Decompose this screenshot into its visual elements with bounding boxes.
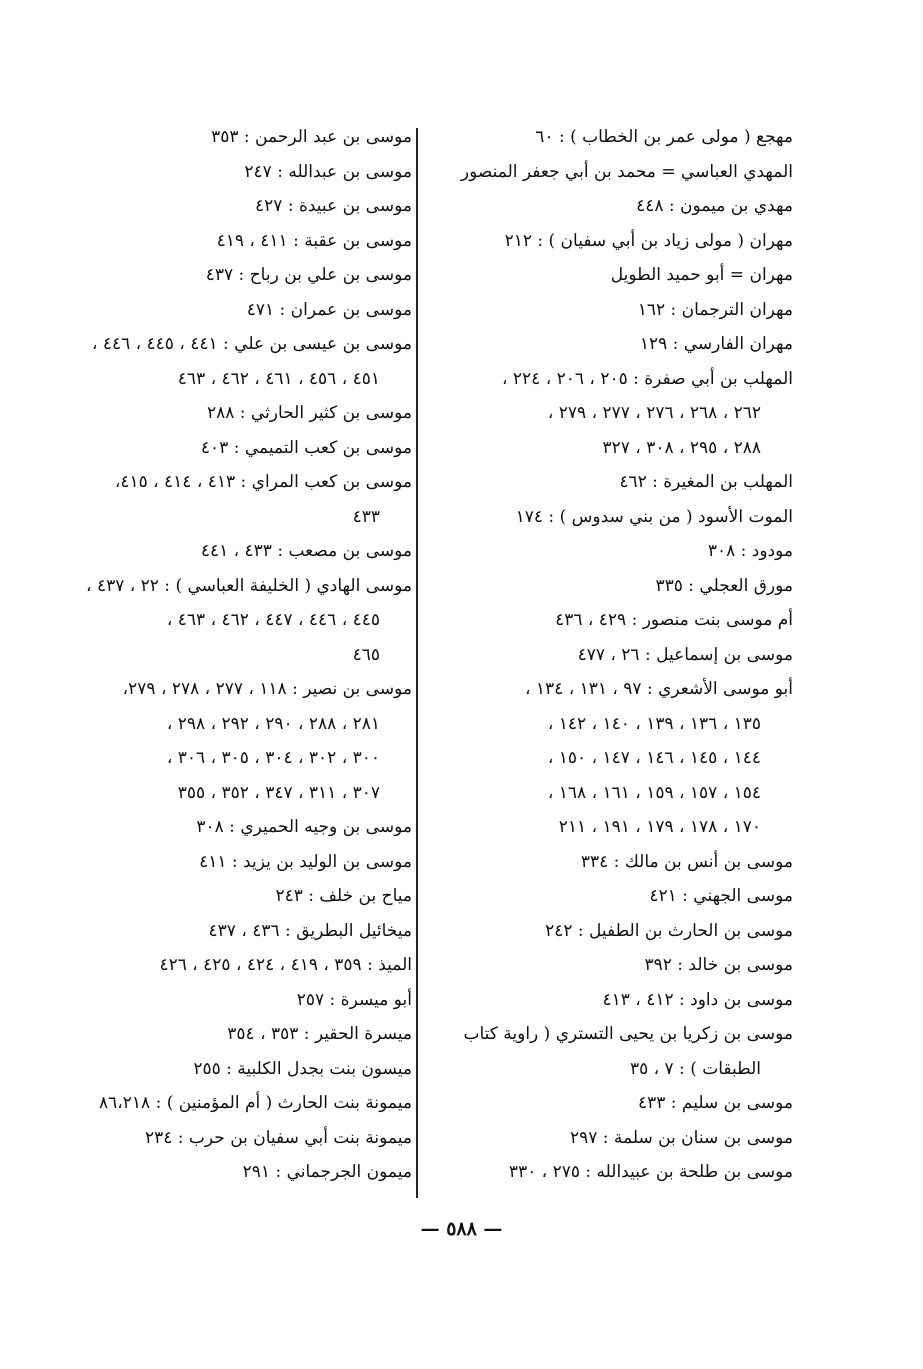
- index-entry-continuation: ١٤٤ ، ١٤٥ ، ١٤٦ ، ١٤٧ ، ١٥٠ ،: [547, 748, 761, 768]
- index-entry: ميخائيل البطريق : ٤٣٦ ، ٤٣٧: [208, 920, 412, 941]
- column-divider: [416, 128, 418, 1198]
- index-entry-continuation: ٢٦٢ ، ٢٦٨ ، ٢٧٦ ، ٢٧٧ ، ٢٧٩ ،: [547, 403, 761, 423]
- index-entry: موسى بن الوليد بن يزيد : ٤١١: [199, 851, 412, 872]
- index-entry-continuation: ٢٨٨ ، ٢٩٥ ، ٣٠٨ ، ٣٢٧: [602, 437, 761, 458]
- index-entry: مهدي بن ميمون : ٤٤٨: [636, 196, 793, 216]
- index-entry: أم موسى بنت منصور : ٤٢٩ ، ٤٣٦: [555, 610, 793, 630]
- index-entry: مهران = أبو حميد الطويل: [610, 265, 793, 285]
- index-entry: موسى بن كثير الحارثي : ٢٨٨: [206, 403, 412, 423]
- index-entry: مياح بن خلف : ٢٤٣: [275, 886, 412, 906]
- index-entry: موسى الجهني : ٤٢١: [649, 886, 793, 906]
- index-entry-continuation: ١٧٠ ، ١٧٨ ، ١٧٩ ، ١٩١ ، ٢١١: [558, 817, 761, 837]
- index-entry-continuation: ٣٠٧ ، ٣١١ ، ٣٤٧ ، ٣٥٢ ، ٣٥٥: [177, 782, 380, 803]
- index-entry: ميمونة بنت الحارث ( أم المؤمنين ) : ٨٦،٢١٨: [99, 1093, 412, 1113]
- index-entry: موسى بن زكريا بن يحيى التستري ( راوية كتاب: [463, 1024, 793, 1044]
- index-entry: ميسون بنت بجدل الكلبية : ٢٥٥: [193, 1058, 412, 1079]
- index-entry: موسى بن عبدالله : ٢٤٧: [244, 161, 412, 182]
- index-entry: مورق العجلي : ٣٣٥: [655, 575, 793, 596]
- index-entry: موسى بن عقبة : ٤١١ ، ٤١٩: [216, 230, 412, 251]
- index-entry: ميمونة بنت أبي سفيان بن حرب : ٢٣٤: [144, 1127, 412, 1148]
- index-entry: الموت الأسود ( من بني سدوس ) : ١٧٤: [515, 506, 793, 527]
- index-entry-continuation: ٤٦٥: [352, 644, 380, 665]
- index-entry: موسى بن عبد الرحمن : ٣٥٣: [211, 127, 412, 147]
- index-entry: موسى بن سنان بن سلمة : ٢٩٧: [569, 1127, 793, 1148]
- left-column: [20, 120, 412, 1190]
- index-entry: المهلب بن أبي صفرة : ٢٠٥ ، ٢٠٦ ، ٢٢٤ ،: [502, 368, 793, 389]
- index-entry: موسى بن عمران : ٤٧١: [246, 299, 412, 320]
- index-entry: مهجع ( مولى عمر بن الخطاب ) : ٦٠: [535, 127, 793, 147]
- index-entry-continuation: ١٣٥ ، ١٣٦ ، ١٣٩ ، ١٤٠ ، ١٤٢ ،: [547, 713, 761, 734]
- index-entry: المهلب بن المغيرة : ٤٦٢: [619, 472, 793, 492]
- index-entry-continuation: ١٥٤ ، ١٥٧ ، ١٥٩ ، ١٦١ ، ١٦٨ ،: [547, 782, 761, 803]
- index-entry: أبو ميسرة : ٢٥٧: [296, 989, 412, 1010]
- index-entry: مهران الفارسي : ١٢٩: [639, 334, 793, 354]
- right-column: [433, 120, 793, 1190]
- index-entry: ميمون الجرجماني : ٢٩١: [242, 1162, 412, 1182]
- index-entry: موسى بن سليم : ٤٣٣: [637, 1093, 793, 1113]
- index-entry: موسى بن علي بن رباح : ٤٣٧: [205, 265, 412, 285]
- index-entry: موسى بن داود : ٤١٢ ، ٤١٣: [602, 989, 793, 1010]
- index-entry: موسى بن كعب التميمي : ٤٠٣: [200, 437, 412, 458]
- index-entry-continuation: ٤٣٣: [352, 506, 380, 527]
- index-entry: موسى بن مصعب : ٤٣٣ ، ٤٤١: [200, 541, 412, 561]
- page-number: — ٥٨٨ —: [420, 1218, 503, 1240]
- index-entry: مهران ( مولى زياد بن أبي سفيان ) : ٢١٢: [504, 230, 793, 251]
- index-entry-continuation: ٢٨١ ، ٢٨٨ ، ٢٩٠ ، ٢٩٢ ، ٢٩٨ ،: [166, 713, 380, 734]
- index-entry: موسى بن عيسى بن علي : ٤٤١ ، ٤٤٥ ، ٤٤٦ ،: [91, 334, 412, 354]
- index-entry-continuation: ٤٤٥ ، ٤٤٦ ، ٤٤٧ ، ٤٦٢ ، ٤٦٣ ،: [166, 610, 380, 630]
- index-entry: موسى بن عبيدة : ٤٢٧: [255, 196, 412, 216]
- index-entry: ميسرة الحقير : ٣٥٣ ، ٣٥٤: [227, 1024, 412, 1044]
- index-entry: موسى بن نصير : ١١٨ ، ٢٧٧ ، ٢٧٨ ، ٢٧٩،: [122, 679, 412, 699]
- index-entry: موسى الهادي ( الخليفة العباسي ) : ٢٢ ، ٤٣٧ ،: [86, 575, 412, 596]
- index-entry: مودود : ٣٠٨: [707, 541, 793, 561]
- index-entry: موسى بن وجيه الحميري : ٣٠٨: [196, 817, 412, 837]
- index-entry-continuation: ٣٠٠ ، ٣٠٢ ، ٣٠٤ ، ٣٠٥ ، ٣٠٦ ،: [166, 748, 380, 768]
- index-entry: أبو موسى الأشعري : ٩٧ ، ١٣١ ، ١٣٤ ،: [525, 679, 793, 699]
- index-entry-continuation: ٤٥١ ، ٤٥٦ ، ٤٦١ ، ٤٦٢ ، ٤٦٣: [177, 368, 380, 389]
- index-entry: المهدي العباسي = محمد بن أبي جعفر المنصور: [460, 161, 793, 182]
- index-entry: موسى بن إسماعيل : ٢٦ ، ٤٧٧: [577, 644, 793, 665]
- index-entry: موسى بن الحارث بن الطفيل : ٢٤٢: [545, 920, 793, 941]
- index-entry: موسى بن طلحة بن عبيدالله : ٢٧٥ ، ٣٣٠: [508, 1162, 793, 1182]
- index-entry: موسى بن أنس بن مالك : ٣٣٤: [580, 851, 793, 872]
- index-entry: الميذ : ٣٥٩ ، ٤١٩ ، ٤٢٤ ، ٤٢٥ ، ٤٢٦: [159, 955, 412, 975]
- index-entry: مهران الترجمان : ١٦٢: [637, 299, 793, 320]
- index-entry-continuation: الطبقات ) : ٧ ، ٣٥: [629, 1058, 761, 1079]
- index-entry: موسى بن خالد : ٣٩٢: [644, 955, 793, 975]
- index-entry: موسى بن كعب المراي : ٤١٣ ، ٤١٤ ، ٤١٥،: [114, 472, 412, 492]
